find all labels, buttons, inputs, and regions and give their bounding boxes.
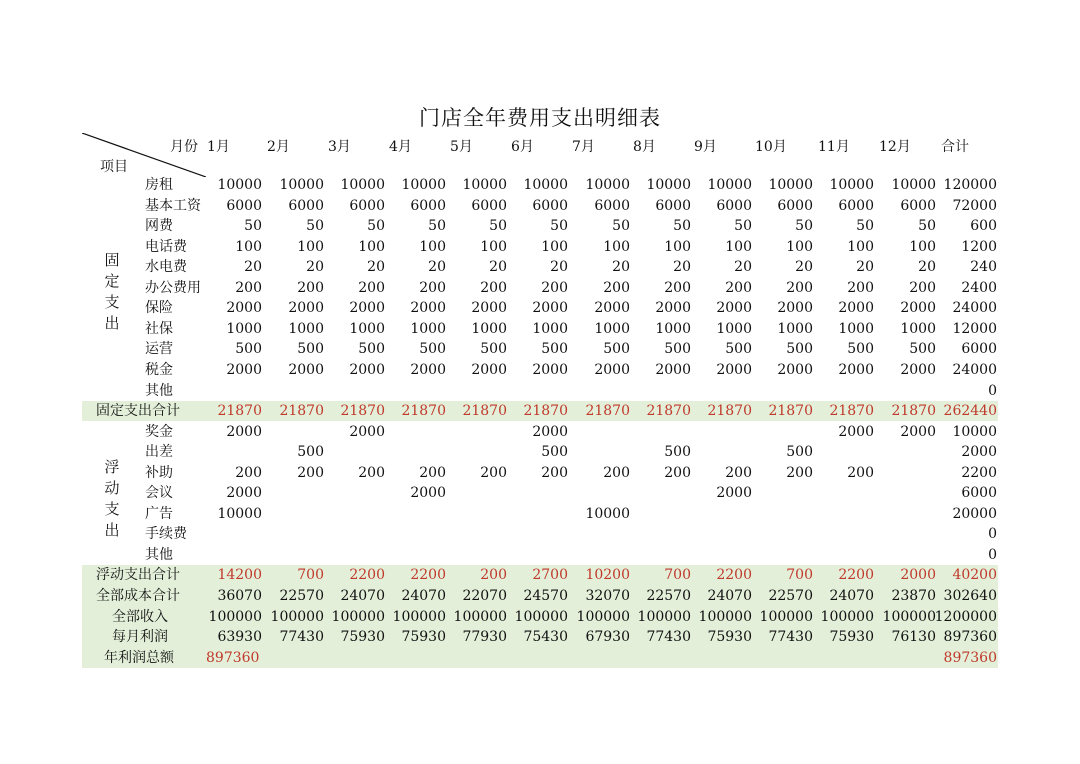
header-month-2: 2月 bbox=[267, 139, 290, 155]
cell-month-4: 2000 bbox=[410, 361, 446, 378]
cell-month-7: 200 bbox=[603, 279, 630, 296]
cell-month-3: 100 bbox=[358, 238, 385, 255]
cell-month-12: 100000 bbox=[882, 608, 936, 625]
cell-month-10: 6000 bbox=[777, 197, 813, 214]
cell-month-9: 2200 bbox=[716, 567, 752, 584]
cell-month-12: 200 bbox=[909, 279, 936, 296]
cell-total: 120000 bbox=[943, 177, 997, 193]
cell-month-1: 200 bbox=[235, 279, 262, 296]
row-label: 其他 bbox=[145, 546, 173, 563]
cell-month-9: 200 bbox=[725, 464, 752, 481]
cell-month-11: 21870 bbox=[829, 403, 874, 420]
cell-month-5: 21870 bbox=[462, 403, 507, 420]
cell-month-12: 20 bbox=[918, 259, 936, 276]
row-label: 水电费 bbox=[145, 259, 187, 276]
cell-total: 2200 bbox=[961, 464, 997, 481]
page-title: 门店全年费用支出明细表 bbox=[419, 106, 661, 130]
cell-month-9: 2000 bbox=[716, 485, 752, 502]
cell-month-6: 6000 bbox=[532, 197, 568, 214]
cell-month-9: 6000 bbox=[716, 197, 752, 214]
cell-month-7: 21870 bbox=[585, 403, 630, 420]
cell-month-6: 200 bbox=[541, 464, 568, 481]
cell-month-10: 50 bbox=[795, 218, 813, 235]
cell-month-10: 2000 bbox=[777, 361, 813, 378]
cell-month-5: 500 bbox=[480, 341, 507, 358]
cell-total: 24000 bbox=[952, 361, 997, 378]
cell-total: 262440 bbox=[943, 403, 997, 420]
cell-month-8: 500 bbox=[664, 444, 691, 461]
cell-month-12: 50 bbox=[918, 218, 936, 235]
cell-month-9: 20 bbox=[734, 259, 752, 276]
cell-month-7: 500 bbox=[603, 341, 630, 358]
cell-month-4: 100 bbox=[419, 238, 446, 255]
cell-month-11: 2000 bbox=[838, 300, 874, 317]
cell-month-9: 100 bbox=[725, 238, 752, 255]
cell-month-3: 50 bbox=[367, 218, 385, 235]
row-label: 基本工资 bbox=[145, 197, 201, 214]
cell-month-11: 10000 bbox=[829, 177, 874, 193]
cell-total: 897360 bbox=[943, 629, 997, 646]
cell-month-2: 10000 bbox=[279, 177, 324, 193]
row-label: 网费 bbox=[145, 218, 173, 235]
cell-month-11: 20 bbox=[856, 259, 874, 276]
cell-month-3: 100000 bbox=[331, 608, 385, 625]
cell-month-7: 100 bbox=[603, 238, 630, 255]
cell-month-6: 50 bbox=[550, 218, 568, 235]
cell-month-5: 10000 bbox=[462, 177, 507, 193]
cell-month-4: 50 bbox=[428, 218, 446, 235]
cell-month-7: 32070 bbox=[585, 588, 630, 604]
row-label: 出差 bbox=[145, 444, 173, 461]
cell-month-7: 10000 bbox=[585, 505, 630, 522]
cell-month-2: 500 bbox=[297, 444, 324, 461]
cell-month-12: 100 bbox=[909, 238, 936, 255]
cell-month-1: 50 bbox=[244, 218, 262, 235]
cell-month-6: 500 bbox=[541, 341, 568, 358]
cell-month-8: 2000 bbox=[655, 300, 691, 317]
cell-month-10: 10000 bbox=[768, 177, 813, 193]
cell-month-11: 500 bbox=[847, 341, 874, 358]
cell-month-2: 6000 bbox=[288, 197, 324, 214]
cell-month-1: 14200 bbox=[217, 567, 262, 584]
cell-month-10: 200 bbox=[786, 279, 813, 296]
row-label: 办公费用 bbox=[145, 279, 201, 296]
cell-month-2: 22570 bbox=[279, 588, 324, 604]
cell-month-9: 500 bbox=[725, 341, 752, 358]
cell-month-6: 2000 bbox=[532, 361, 568, 378]
cell-month-8: 700 bbox=[664, 567, 691, 584]
cell-month-2: 20 bbox=[306, 259, 324, 276]
cell-month-8: 200 bbox=[664, 464, 691, 481]
cell-month-1: 2000 bbox=[226, 485, 262, 502]
header-total: 合计 bbox=[941, 139, 969, 155]
cell-month-6: 2000 bbox=[532, 423, 568, 440]
header-month-7: 7月 bbox=[572, 139, 595, 155]
cell-month-11: 200 bbox=[847, 464, 874, 481]
header-month-5: 5月 bbox=[450, 139, 473, 155]
cell-month-11: 50 bbox=[856, 218, 874, 235]
cell-month-2: 200 bbox=[297, 279, 324, 296]
cell-month-12: 21870 bbox=[891, 403, 936, 420]
cell-month-12: 6000 bbox=[900, 197, 936, 214]
cell-month-5: 200 bbox=[480, 567, 507, 584]
cell-total: 6000 bbox=[961, 341, 997, 358]
cell-month-11: 1000 bbox=[838, 320, 874, 337]
group-label-fixed: 固 定 支 出 bbox=[104, 251, 120, 332]
cell-month-4: 20 bbox=[428, 259, 446, 276]
cell-month-3: 21870 bbox=[340, 403, 385, 420]
header-month-9: 9月 bbox=[694, 139, 717, 155]
cell-total: 1200000 bbox=[934, 608, 997, 625]
cell-total: 1200 bbox=[961, 238, 997, 255]
cell-month-11: 2000 bbox=[838, 423, 874, 440]
cell-month-7: 1000 bbox=[594, 320, 630, 337]
cell-month-6: 10000 bbox=[523, 177, 568, 193]
cell-month-8: 500 bbox=[664, 341, 691, 358]
cell-month-5: 2000 bbox=[471, 361, 507, 378]
cell-month-3: 1000 bbox=[349, 320, 385, 337]
row-label: 手续费 bbox=[145, 526, 187, 543]
cell-month-9: 75930 bbox=[707, 629, 752, 646]
cell-month-2: 100000 bbox=[270, 608, 324, 625]
cell-month-8: 2000 bbox=[655, 361, 691, 378]
cell-month-10: 2000 bbox=[777, 300, 813, 317]
cell-month-3: 6000 bbox=[349, 197, 385, 214]
cell-month-1: 10000 bbox=[217, 177, 262, 193]
cell-month-6: 1000 bbox=[532, 320, 568, 337]
cell-month-7: 2000 bbox=[594, 300, 630, 317]
cell-total: 10000 bbox=[952, 423, 997, 440]
cell-month-9: 21870 bbox=[707, 403, 752, 420]
cell-month-11: 100000 bbox=[820, 608, 874, 625]
cell-month-10: 500 bbox=[786, 444, 813, 461]
cell-month-7: 20 bbox=[612, 259, 630, 276]
cell-total: 897360 bbox=[943, 649, 997, 666]
cell-month-1: 20 bbox=[244, 259, 262, 276]
cell-month-1: 2000 bbox=[226, 300, 262, 317]
cell-month-1: 63930 bbox=[217, 629, 262, 646]
cell-month-12: 500 bbox=[909, 341, 936, 358]
header-month-6: 6月 bbox=[511, 139, 534, 155]
header-month-10: 10月 bbox=[755, 139, 787, 155]
cell-month-8: 10000 bbox=[646, 177, 691, 193]
cell-month-2: 500 bbox=[297, 341, 324, 358]
row-label: 全部收入 bbox=[112, 608, 168, 625]
cell-month-4: 100000 bbox=[392, 608, 446, 625]
cell-total: 0 bbox=[988, 526, 997, 543]
cell-month-11: 200 bbox=[847, 279, 874, 296]
cell-month-6: 100 bbox=[541, 238, 568, 255]
cell-month-10: 500 bbox=[786, 341, 813, 358]
cell-month-4: 200 bbox=[419, 464, 446, 481]
cell-month-9: 50 bbox=[734, 218, 752, 235]
cell-month-8: 100000 bbox=[637, 608, 691, 625]
cell-total: 2000 bbox=[961, 444, 997, 461]
group-label-floating: 浮 动 支 出 bbox=[104, 458, 120, 539]
cell-month-1: 500 bbox=[235, 341, 262, 358]
cell-month-12: 2000 bbox=[900, 361, 936, 378]
cell-month-1: 6000 bbox=[226, 197, 262, 214]
cell-month-5: 100000 bbox=[453, 608, 507, 625]
row-label: 每月利润 bbox=[112, 629, 168, 646]
cell-month-4: 1000 bbox=[410, 320, 446, 337]
row-label: 房租 bbox=[145, 177, 173, 193]
cell-month-10: 20 bbox=[795, 259, 813, 276]
cell-annual-first: 897360 bbox=[206, 649, 260, 666]
cell-month-8: 200 bbox=[664, 279, 691, 296]
header-month-4: 4月 bbox=[389, 139, 412, 155]
cell-month-8: 22570 bbox=[646, 588, 691, 604]
cell-month-3: 75930 bbox=[340, 629, 385, 646]
cell-month-10: 22570 bbox=[768, 588, 813, 604]
cell-month-3: 200 bbox=[358, 279, 385, 296]
cell-month-1: 21870 bbox=[217, 403, 262, 420]
cell-month-10: 1000 bbox=[777, 320, 813, 337]
cell-total: 600 bbox=[970, 218, 997, 235]
cell-month-4: 10000 bbox=[401, 177, 446, 193]
cell-month-11: 100 bbox=[847, 238, 874, 255]
cell-month-1: 2000 bbox=[226, 423, 262, 440]
cell-month-10: 200 bbox=[786, 464, 813, 481]
cell-month-11: 24070 bbox=[829, 588, 874, 604]
cell-month-12: 23870 bbox=[891, 588, 936, 604]
cell-month-11: 6000 bbox=[838, 197, 874, 214]
cell-month-8: 77430 bbox=[646, 629, 691, 646]
row-label: 税金 bbox=[145, 361, 173, 378]
header-month-label: 月份 bbox=[170, 139, 198, 155]
cell-month-1: 1000 bbox=[226, 320, 262, 337]
cell-total: 302640 bbox=[943, 588, 997, 604]
cell-month-8: 21870 bbox=[646, 403, 691, 420]
cell-month-2: 2000 bbox=[288, 361, 324, 378]
cell-month-5: 6000 bbox=[471, 197, 507, 214]
cell-month-4: 24070 bbox=[401, 588, 446, 604]
cell-month-5: 20 bbox=[489, 259, 507, 276]
header-item-label: 项目 bbox=[100, 159, 128, 175]
header-month-1: 1月 bbox=[207, 139, 230, 155]
row-label: 奖金 bbox=[145, 423, 173, 440]
cell-month-11: 75930 bbox=[829, 629, 874, 646]
cell-month-5: 200 bbox=[480, 464, 507, 481]
row-label: 固定支出合计 bbox=[96, 403, 180, 420]
cell-month-1: 2000 bbox=[226, 361, 262, 378]
row-label: 电话费 bbox=[145, 238, 187, 255]
cell-total: 0 bbox=[988, 382, 997, 399]
row-label: 广告 bbox=[145, 505, 173, 522]
cell-month-12: 2000 bbox=[900, 567, 936, 584]
cell-month-4: 2000 bbox=[410, 485, 446, 502]
row-label: 年利润总额 bbox=[104, 649, 174, 666]
row-label: 运营 bbox=[145, 341, 173, 358]
cell-month-3: 20 bbox=[367, 259, 385, 276]
cell-month-4: 200 bbox=[419, 279, 446, 296]
cell-month-10: 100 bbox=[786, 238, 813, 255]
cell-month-6: 200 bbox=[541, 279, 568, 296]
cell-month-7: 10000 bbox=[585, 177, 630, 193]
cell-month-4: 2000 bbox=[410, 300, 446, 317]
cell-total: 12000 bbox=[952, 320, 997, 337]
cell-month-7: 100000 bbox=[576, 608, 630, 625]
cell-month-6: 2000 bbox=[532, 300, 568, 317]
cell-month-8: 1000 bbox=[655, 320, 691, 337]
row-label: 全部成本合计 bbox=[96, 588, 180, 604]
cell-month-12: 2000 bbox=[900, 300, 936, 317]
cell-month-9: 2000 bbox=[716, 361, 752, 378]
cell-month-5: 50 bbox=[489, 218, 507, 235]
cell-month-9: 1000 bbox=[716, 320, 752, 337]
row-label: 浮动支出合计 bbox=[96, 567, 180, 584]
row-label: 保险 bbox=[145, 300, 173, 317]
cell-month-1: 100000 bbox=[208, 608, 262, 625]
cell-month-3: 2000 bbox=[349, 423, 385, 440]
row-label: 会议 bbox=[145, 485, 173, 502]
cell-month-1: 100 bbox=[235, 238, 262, 255]
cell-month-2: 50 bbox=[306, 218, 324, 235]
cell-month-6: 75430 bbox=[523, 629, 568, 646]
cell-month-5: 100 bbox=[480, 238, 507, 255]
cell-month-6: 100000 bbox=[514, 608, 568, 625]
cell-month-12: 10000 bbox=[891, 177, 936, 193]
cell-month-3: 24070 bbox=[340, 588, 385, 604]
cell-month-7: 67930 bbox=[585, 629, 630, 646]
header-month-8: 8月 bbox=[633, 139, 656, 155]
cell-month-9: 10000 bbox=[707, 177, 752, 193]
cell-month-2: 21870 bbox=[279, 403, 324, 420]
row-label: 社保 bbox=[145, 320, 173, 337]
cell-month-3: 10000 bbox=[340, 177, 385, 193]
cell-month-5: 2000 bbox=[471, 300, 507, 317]
header-month-11: 11月 bbox=[818, 139, 850, 155]
cell-month-8: 6000 bbox=[655, 197, 691, 214]
cell-month-12: 2000 bbox=[900, 423, 936, 440]
cell-month-6: 500 bbox=[541, 444, 568, 461]
cell-month-3: 2000 bbox=[349, 300, 385, 317]
cell-month-10: 21870 bbox=[768, 403, 813, 420]
cell-month-7: 50 bbox=[612, 218, 630, 235]
cell-month-4: 500 bbox=[419, 341, 446, 358]
cell-month-7: 200 bbox=[603, 464, 630, 481]
header-month-12: 12月 bbox=[879, 139, 911, 155]
cell-month-3: 200 bbox=[358, 464, 385, 481]
cell-month-3: 2000 bbox=[349, 361, 385, 378]
cell-total: 20000 bbox=[952, 505, 997, 522]
cell-month-1: 36070 bbox=[217, 588, 262, 604]
cell-month-9: 24070 bbox=[707, 588, 752, 604]
cell-total: 24000 bbox=[952, 300, 997, 317]
cell-month-5: 77930 bbox=[462, 629, 507, 646]
cell-month-7: 6000 bbox=[594, 197, 630, 214]
cell-month-4: 2200 bbox=[410, 567, 446, 584]
cell-month-10: 100000 bbox=[759, 608, 813, 625]
cell-total: 0 bbox=[988, 546, 997, 563]
cell-month-6: 2700 bbox=[532, 567, 568, 584]
cell-month-9: 2000 bbox=[716, 300, 752, 317]
cell-month-4: 21870 bbox=[401, 403, 446, 420]
row-label: 补助 bbox=[145, 464, 173, 481]
row-label: 其他 bbox=[145, 382, 173, 399]
cell-month-2: 77430 bbox=[279, 629, 324, 646]
cell-month-10: 77430 bbox=[768, 629, 813, 646]
cell-month-4: 75930 bbox=[401, 629, 446, 646]
cell-month-6: 21870 bbox=[523, 403, 568, 420]
cell-month-8: 100 bbox=[664, 238, 691, 255]
cell-month-2: 200 bbox=[297, 464, 324, 481]
cell-month-7: 2000 bbox=[594, 361, 630, 378]
cell-month-10: 700 bbox=[786, 567, 813, 584]
cell-month-6: 24570 bbox=[523, 588, 568, 604]
cell-total: 72000 bbox=[952, 197, 997, 214]
cell-month-8: 20 bbox=[673, 259, 691, 276]
cell-month-11: 2000 bbox=[838, 361, 874, 378]
cell-month-5: 22070 bbox=[462, 588, 507, 604]
cell-month-9: 100000 bbox=[698, 608, 752, 625]
cell-month-12: 76130 bbox=[891, 629, 936, 646]
cell-total: 6000 bbox=[961, 485, 997, 502]
cell-month-3: 500 bbox=[358, 341, 385, 358]
cell-month-7: 10200 bbox=[585, 567, 630, 584]
cell-month-2: 100 bbox=[297, 238, 324, 255]
cell-month-1: 10000 bbox=[217, 505, 262, 522]
header-month-3: 3月 bbox=[328, 139, 351, 155]
cell-month-6: 20 bbox=[550, 259, 568, 276]
cell-month-4: 6000 bbox=[410, 197, 446, 214]
cell-month-3: 2200 bbox=[349, 567, 385, 584]
cell-month-9: 200 bbox=[725, 279, 752, 296]
cell-month-5: 200 bbox=[480, 279, 507, 296]
cell-month-5: 1000 bbox=[471, 320, 507, 337]
cell-month-11: 2200 bbox=[838, 567, 874, 584]
cell-month-2: 1000 bbox=[288, 320, 324, 337]
cell-month-12: 1000 bbox=[900, 320, 936, 337]
cell-month-1: 200 bbox=[235, 464, 262, 481]
cell-total: 240 bbox=[970, 259, 997, 276]
cell-total: 2400 bbox=[961, 279, 997, 296]
cell-month-2: 700 bbox=[297, 567, 324, 584]
cell-month-2: 2000 bbox=[288, 300, 324, 317]
cell-month-8: 50 bbox=[673, 218, 691, 235]
cell-total: 40200 bbox=[952, 567, 997, 584]
